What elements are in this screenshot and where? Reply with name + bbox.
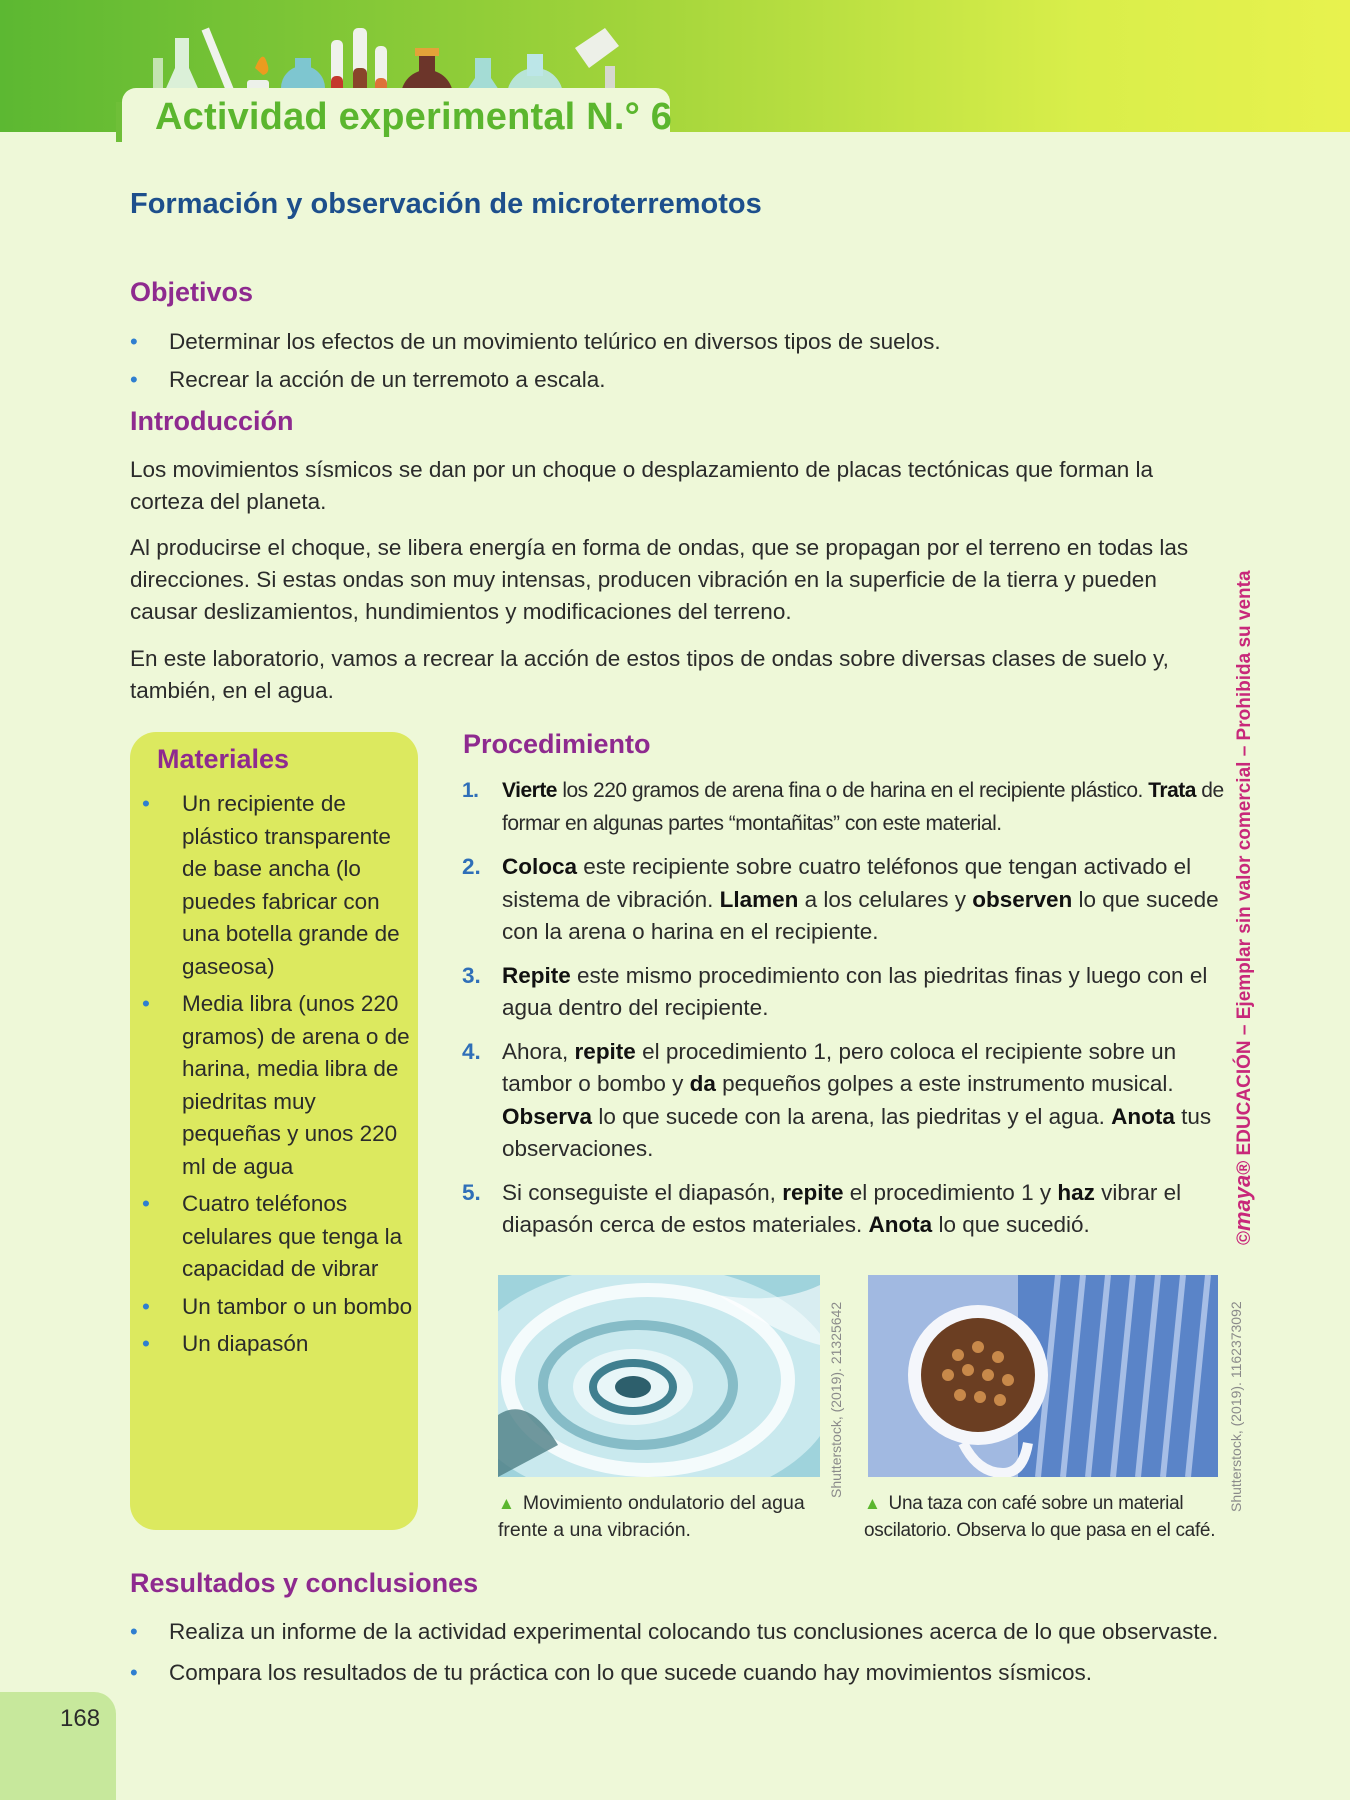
step-text: lo que sucede con la arena, las piedritas y el agua. (592, 1103, 1112, 1129)
triangle-icon: ▲ (864, 1494, 881, 1513)
step-verb: haz (1057, 1179, 1095, 1205)
resultados-list (130, 1616, 1226, 1689)
step-text: los 220 gramos de arena fina o de harina en el recipiente plástico. (557, 779, 1149, 802)
step-number: 3. (462, 962, 481, 988)
list-item: • Cuatro teléfonos celulares que tenga la capacidad de vibrar (142, 1188, 414, 1286)
step-verb: Trata (1148, 779, 1196, 802)
page-number: 168 (60, 1705, 101, 1732)
introduccion-heading: Introducción (130, 406, 294, 436)
step-verb: Repite (502, 962, 571, 988)
step-text: Ahora, (502, 1038, 575, 1064)
procedure-step (462, 960, 1232, 1025)
step-text: tus observaciones. (502, 1103, 1212, 1161)
intro-paragraph: Los movimientos sísmicos se dan por un choque o desplazamiento de placas tectónicas que forman la corteza del planeta. (130, 457, 1154, 514)
step-text: lo que sucedió. (932, 1212, 1090, 1237)
step-verb: observen (972, 886, 1073, 912)
copyright-side-note: ©maya® EDUCACIÓN – Ejemplar sin valor comercial – Prohibida su venta (1230, 570, 1255, 1245)
photo-caption: ▲ Movimiento ondulatorio del agua frente a una vibración. (498, 1492, 805, 1541)
procedure-steps (462, 775, 1232, 1253)
step-text: vibrar el diapasón cerca de estos materiales. (502, 1179, 1182, 1237)
procedure-step (462, 1177, 1232, 1242)
objetivos-list (130, 326, 1226, 396)
list-item: • Un tambor o un bombo (142, 1291, 414, 1324)
step-text: Si conseguiste el diapasón, (502, 1179, 783, 1205)
triangle-icon: ▲ (498, 1494, 515, 1513)
step-verb: repite (574, 1038, 636, 1064)
materiales-heading: Materiales (157, 744, 290, 774)
step-number: 4. (462, 1038, 481, 1064)
materiales-list (142, 788, 414, 1366)
photo-caption: ▲ Una taza con café sobre un material oscilatorio. Observa lo que pasa en el café. (864, 1493, 1216, 1541)
water-vibration-photo (498, 1275, 820, 1477)
list-item: • Un diapasón (142, 1328, 414, 1361)
intro-paragraph: Al producirse el choque, se libera energía en forma de ondas, que se propagan por el terreno en todas las direcciones. Si estas ondas son muy intensas, producen vibración en la superficie de la tierra y pueden causar deslizamientos, hundimientos y modificaciones del terreno. (130, 535, 1189, 624)
page-title: Actividad experimental N.° 6 (155, 96, 673, 138)
procedure-step (462, 775, 1232, 840)
procedure-step (462, 1036, 1232, 1166)
list-item: • Compara los resultados de tu práctica con lo que sucede cuando hay movimientos sísmicos. (130, 1657, 1226, 1689)
resultados-heading: Resultados y conclusiones (130, 1568, 479, 1598)
step-text: este mismo procedimiento con las piedritas finas y luego con el agua dentro del recipiente. (502, 962, 1208, 1020)
list-item: • Recrear la acción de un terremoto a escala. (130, 364, 1226, 396)
objetivos-heading: Objetivos (130, 277, 254, 307)
activity-subtitle: Formación y observación de microterremotos (130, 188, 762, 220)
step-text: lo que sucede con la arena o harina en el recipiente. (502, 886, 1219, 944)
step-verb: Anota (1111, 1103, 1175, 1129)
brand-name: maya (1230, 1174, 1255, 1231)
photo-credit: Shutterstock, (2019). 21325642 (828, 1301, 844, 1498)
step-verb: Anota (868, 1212, 933, 1237)
step-number: 5. (462, 1179, 481, 1205)
list-item: • Realiza un informe de la actividad experimental colocando tus conclusiones acerca de lo que observaste. (130, 1616, 1226, 1648)
step-text: a los celulares y (798, 886, 973, 912)
step-text: el procedimiento 1, pero coloca el recipiente sobre un tambor o bombo y (502, 1038, 1177, 1096)
procedimiento-heading: Procedimiento (463, 729, 651, 759)
step-verb: Vierte (502, 779, 557, 802)
intro-paragraph: En este laboratorio, vamos a recrear la acción de estos tipos de ondas sobre diversas clases de suelo y, también, en el agua. (130, 646, 1169, 703)
step-verb: Llamen (719, 886, 799, 912)
step-text: pequeños golpes a este instrumento musical. (715, 1071, 1174, 1096)
list-item: • Determinar los efectos de un movimiento telúrico en diversos tipos de suelos. (130, 326, 1226, 358)
coffee-cup-photo (868, 1275, 1218, 1477)
step-text: de formar en algunas partes “montañitas” con este material. (502, 779, 1224, 835)
step-verb: da (689, 1071, 716, 1096)
step-verb: Observa (502, 1103, 593, 1129)
step-number: 1. (462, 779, 479, 802)
materials-box (130, 732, 418, 1530)
list-item: • Un recipiente de plástico transparente de base ancha (lo puedes fabricar con una botella grande de gaseosa) (142, 788, 414, 983)
step-verb: repite (782, 1179, 844, 1205)
step-number: 2. (462, 854, 481, 879)
procedure-step (462, 851, 1232, 949)
step-verb: Coloca (502, 854, 578, 879)
list-item: • Media libra (unos 220 gramos) de arena o de harina, media libra de piedritas muy pequeñas y unos 220 ml de agua (142, 988, 414, 1183)
step-text: este recipiente sobre cuatro teléfonos que tengan activado el sistema de vibración. (502, 854, 1192, 912)
step-text: el procedimiento 1 y (843, 1179, 1058, 1205)
photo-credit: Shutterstock, (2019). 1162373092 (1228, 1301, 1244, 1512)
